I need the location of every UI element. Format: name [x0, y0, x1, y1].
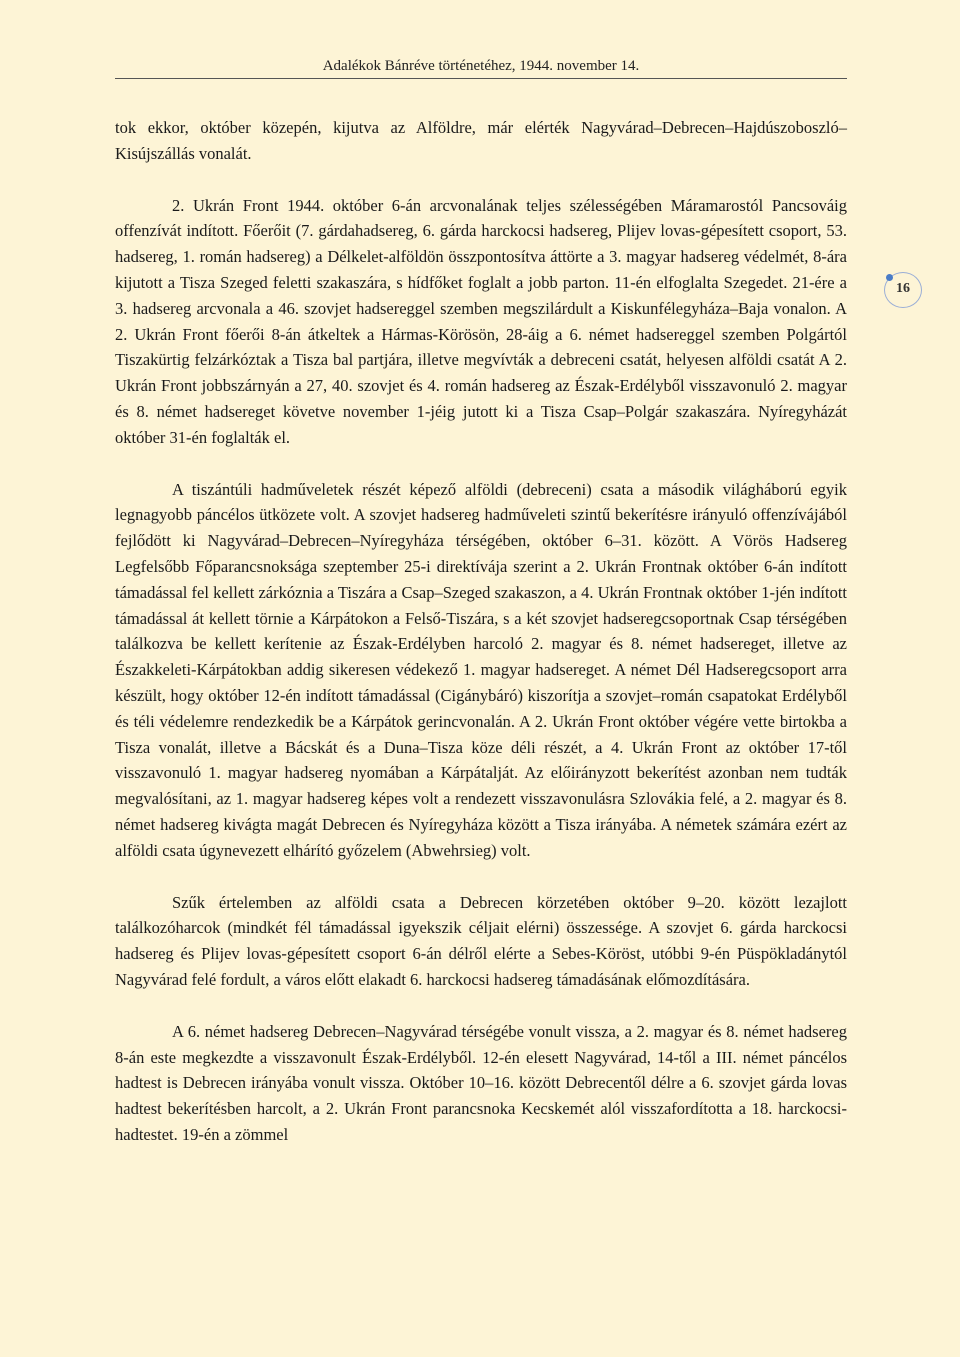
- running-header: Adalékok Bánréve történetéhez, 1944. november 14.: [322, 58, 640, 74]
- paragraph: A tiszántúli hadműveletek részét képező alföldi (debreceni) csata a második világháború egyik legnagyobb páncélos ütközete volt. A szovjet hadsereg hadműveleti szintű bekerítésre irányuló offenzívájából fejlődött ki Nagyvárad–Debrecen–Nyíregyháza térségében, október 6–31. között. A Vörös Hadsereg Legfelsőbb Főparancsnoksága szeptember 25-i direktívája szerint a 2. Ukrán Frontnak október 6-án indított támadással fel kellett zárkóznia a Tiszára a Csap–Szeged szakaszon, a 4. Ukrán Frontnak október 1-jén indított támadással át kellett törnie a Kárpátokon a Felső-Tiszára, s a két szovjet hadseregcsoportnak Csap térségében találkozva be kellett kerítenie az Észak-Erdélyben harcoló 2. magyar és 8. német hadsereget, illetve az Északkeleti-Kárpátokban addig sikeresen védekező 1. magyar hadsereget. A német Dél Hadseregcsoport arra készült, hogy október 12-én indított támadással (Cigánybáró) kiszorítja a szovjet–román csapatokat Erdélyből és téli védelemre rendezkedik be a Kárpátok gerincvonalán. A 2. Ukrán Front október végére vette birtokba a Tisza vonalát, illetve a Bácskát és a Duna–Tisza köze déli részét, a 4. Ukrán Front az október 17-től visszavonuló 1. magyar hadsereg nyomában a Kárpátalját. Az előirányzott bekerítést azonban nem tudták megvalósítani, az 1. magyar hadsereg képes volt a rendezett visszavonulásra Szlovákia felé, a 2. magyar és 8. német hadsereg kivágta magát Debrecen és Nyíregyháza között a Tisza irányába. A németek számára ezért az alföldi csata úgynevezett elhárító győzelem (Abwehrsieg) volt.: [115, 479, 847, 860]
- paragraph: tok ekkor, október közepén, kijutva az Alföldre, már elérték Nagyvárad–Debrecen–Hajdúszoboszló–Kisújszállás vonalát.: [115, 118, 847, 163]
- paragraph: 2. Ukrán Front 1944. október 6-án arcvonalának teljes szélességében Máramarostól Pancsováig offenzívát indított. Főerőit (7. gárdahadsereg, 6. gárda harckocsi hadsereg, Plijev lovas-gépesített csoport, 53. hadsereg, 1. román hadsereg) a Délkelet-alföldön összpontosítva áttörte a 3. magyar hadsereg védelmét, 8-ára kijutott a Tisza Szeged feletti szakaszára, s hídfőket foglalt a jobb parton. 11-én elfoglalta Szegedet. 21-ére a 3. hadsereg arcvonala a 46. szovjet hadsereggel szemben megszilárdult a Kiskunfélegyháza–Baja vonalon. A 2. Ukrán Front főerői 8-án átkeltek a Hármas-Körösön, 28-áig a 6. német hadsereggel szemben Polgártól Tiszakürtig felzárkóztak a Tisza bal partjára, illetve megvívták a debreceni csatát, helyesen alföldi csatát A 2. Ukrán Front jobbszárnyán a 27, 40. szovjet és 4. román hadsereg az Észak-Erdélyből visszavonuló 2. magyar és 8. német hadsereget követve november 1-jéig jutott ki a Tisza Csap–Polgár szakaszára. Nyíregyházát október 31-én foglalták el.: [115, 195, 847, 447]
- paragraph: A 6. német hadsereg Debrecen–Nagyvárad térségébe vonult vissza, a 2. magyar és 8. német hadsereg 8-án este megkezdte a visszavonult Észak-Erdélyből. 12-én elesett Nagyvárad, 14-től a III. német páncélos hadtest is Debrecen irányába vonult vissza. Október 10–16. között Debrecentől délre a 6. szovjet gárda lovas hadtest bekerítésben harcolt, a 2. Ukrán Front parancsnoka Kecskemét alól visszafordította a 18. harckocsi-hadtestet. 19-én a zömmel: [115, 1021, 847, 1144]
- badge-dot-icon: [886, 274, 893, 281]
- paragraph: Szűk értelemben az alföldi csata a Debrecen körzetében október 9–20. között lezajlott találkozóharcok (mindkét fél támadással igyekszik céljait elérni) összessége. A szovjet 6. gárda harckocsi hadsereg és Plijev lovas-gépesített csoport 6-án délről elérte a Sebes-Köröst, utóbbi 9-én Püspökladánytól Nagyvárad felé fordult, a város előtt elakadt 6. harckocsi hadsereg támadásának előmozdítására.: [115, 892, 847, 989]
- page-number-badge: [884, 272, 922, 308]
- body-text: [115, 115, 847, 1148]
- header-divider: [115, 78, 847, 79]
- page-number: 16: [896, 281, 910, 296]
